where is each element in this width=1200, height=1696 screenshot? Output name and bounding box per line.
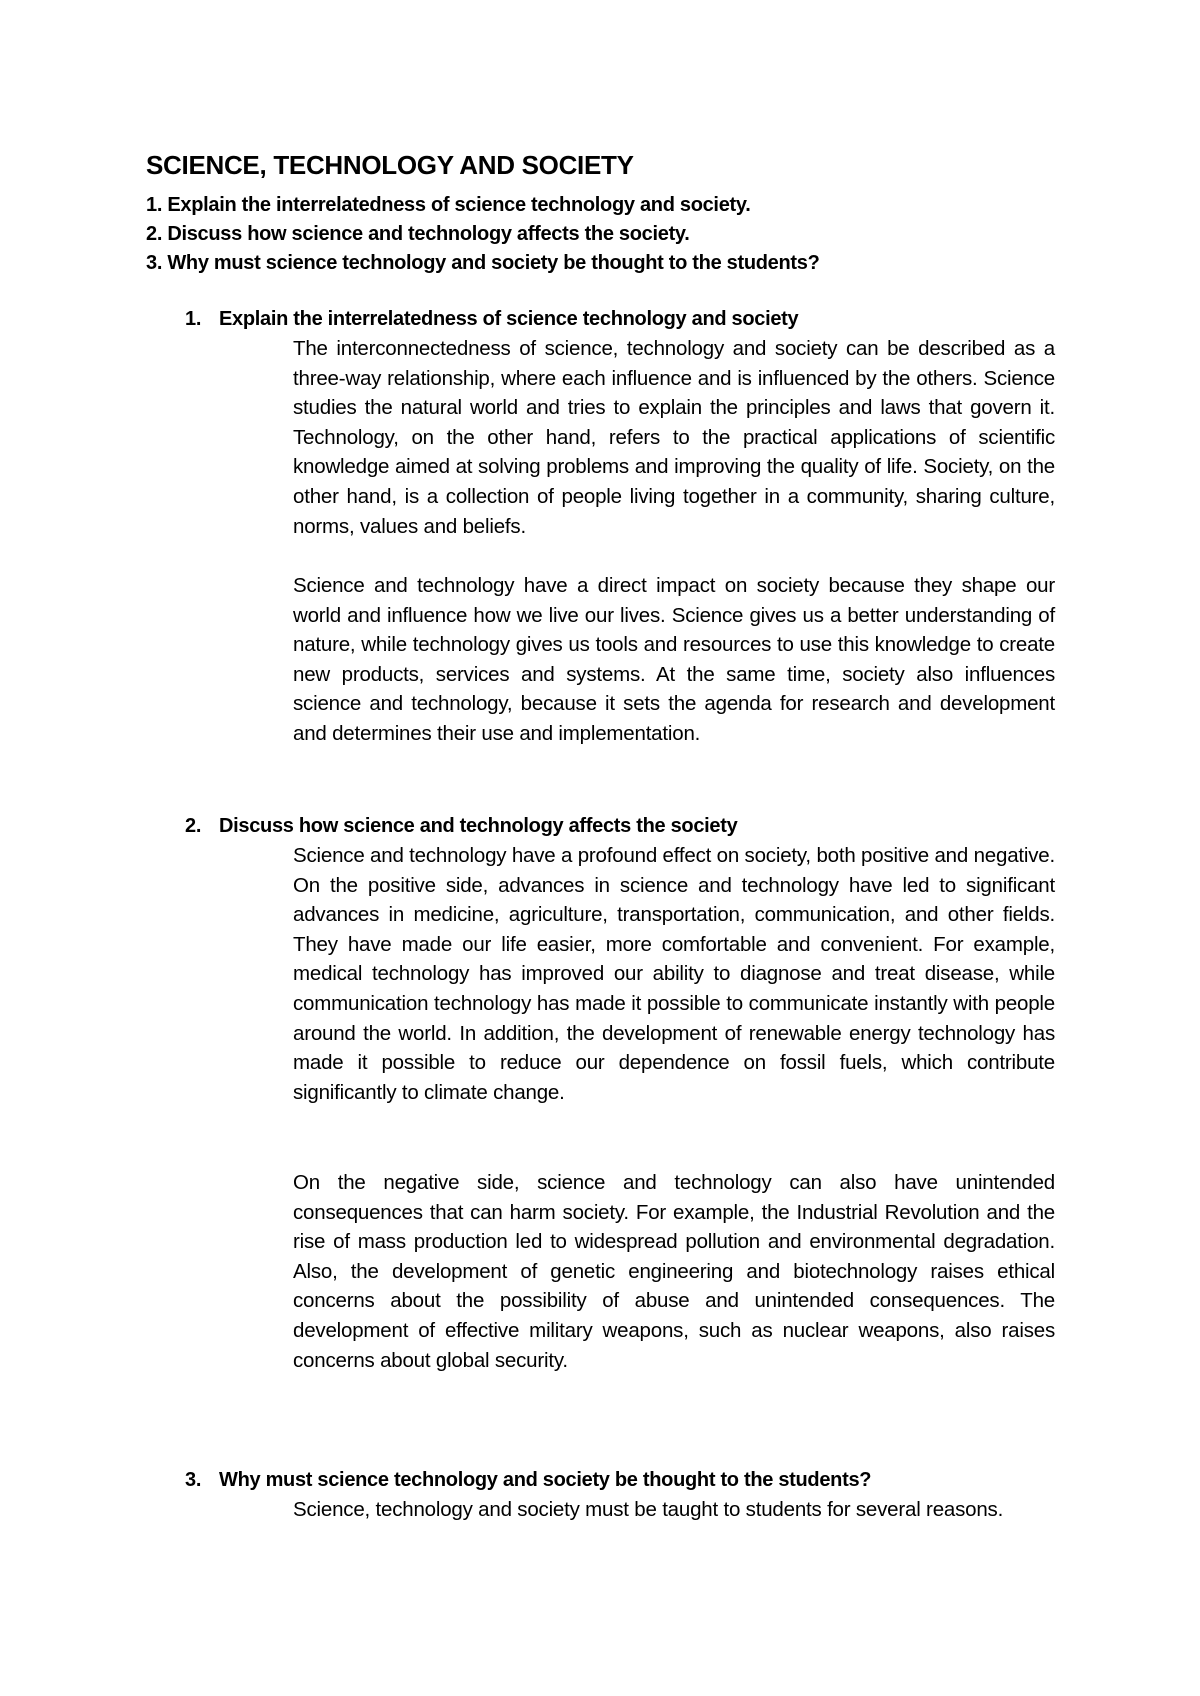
question-item: 3. Why must science technology and society be thought to the students? bbox=[146, 252, 820, 274]
section-paragraph: Science, technology and society must be taught to students for several reasons. bbox=[293, 1498, 1004, 1521]
section-number: 3. bbox=[185, 1469, 202, 1491]
section-paragraph: Science and technology have a profound effect on society, both positive and negative. On the positive side, advances in science and technology have led to significant advances in medicine, agriculture, transportation, communication, and other fields. They have made our life easier, more comfortable and convenient. For example, medical technology has improved our ability to diagnose and treat disease, while communication technology has made it possible to communicate instantly with people around the world. In addition, the development of renewable energy technology has made it possible to reduce our dependence on fossil fuels, which contribute significantly to climate change. bbox=[293, 844, 1055, 1104]
section-heading-text: Explain the interrelatedness of science technology and society bbox=[219, 308, 799, 330]
section-heading-text: Discuss how science and technology affects the society bbox=[219, 815, 738, 837]
section-heading bbox=[185, 305, 798, 334]
section-paragraph: Science and technology have a direct impact on society because they shape our world and influence how we live our lives. Science gives us a better understanding of nature, while technology gives us tools and resources to use this knowledge to create new products, services and systems. At the same time, society also influences science and technology, because it sets the agenda for research and development and determines their use and implementation. bbox=[293, 574, 1055, 745]
question-list bbox=[146, 191, 820, 278]
section-heading bbox=[185, 812, 737, 841]
question-item: 2. Discuss how science and technology affects the society. bbox=[146, 223, 690, 245]
section-paragraph: The interconnectedness of science, technology and society can be described as a three-way relationship, where each influence and is influenced by the others. Science studies the natural world and tries to explain the principles and laws that govern it. Technology, on the other hand, refers to the practical applications of scientific knowledge aimed at solving problems and improving the quality of life. Society, on the other hand, is a collection of people living together in a community, sharing culture, norms, values and beliefs. bbox=[293, 337, 1055, 538]
section-number: 2. bbox=[185, 815, 202, 837]
section-heading-text: Why must science technology and society be thought to the students? bbox=[219, 1469, 872, 1491]
question-item: 1. Explain the interrelatedness of science technology and society. bbox=[146, 194, 751, 216]
section-paragraph: On the negative side, science and technology can also have unintended consequences that can harm society. For example, the Industrial Revolution and the rise of mass production led to widespread pollution and environmental degradation. Also, the development of genetic engineering and biotechnology raises ethical concerns about the possibility of abuse and unintended consequences. The development of effective military weapons, such as nuclear weapons, also raises concerns about global security. bbox=[293, 1171, 1055, 1372]
section-number: 1. bbox=[185, 308, 202, 330]
document-title: SCIENCE, TECHNOLOGY AND SOCIETY bbox=[146, 150, 634, 180]
section-heading bbox=[185, 1466, 871, 1495]
